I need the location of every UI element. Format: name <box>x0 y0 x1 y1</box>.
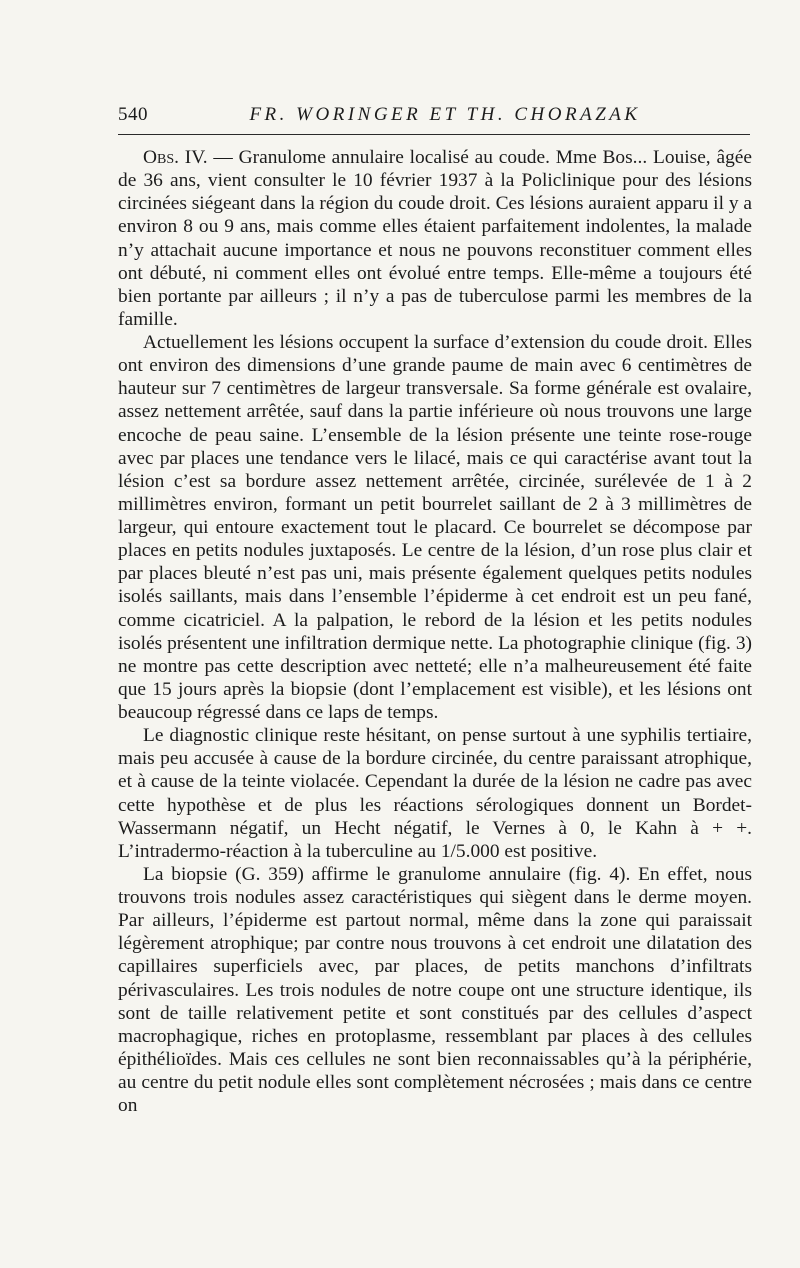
page-number: 540 <box>118 104 148 125</box>
page-header <box>118 104 750 132</box>
observation-label: Obs. IV. <box>143 147 208 168</box>
paragraph-observation-text: — Granulome annulaire localisé au coude. Mme Bos... Louise, âgée de 36 ans, vient consulter le 10 février 1937 à la Policlinique pour des lésions circinées siégeant dans la région du coude droit. Ces lésions auraient apparu il y a environ 8 ou 9 ans, mais comme elles étaient parfaitement indolentes, la malade n’y attachait aucune importance et nous ne pouvons reconstituer comment elles ont débuté, ni comment elles ont évolué entre temps. Elle-même a toujours été bien portante par ailleurs ; il n’y a pas de tuberculose parmi les membres de la famille. <box>118 147 752 330</box>
article-body <box>118 146 752 1117</box>
paragraph-clinical-diagnosis: Le diagnostic clinique reste hésitant, on pense surtout à une syphilis tertiaire, mais peu accusée à cause de la bordure circinée, du centre paraissant atrophique, et à cause de la teinte violacée. Cependant la durée de la lésion ne cadre pas avec cette hypothèse et de plus les réactions sérologiques donnent un Bordet-Wassermann négatif, un Hecht négatif, le Vernes à 0, le Kahn à + +. L’intradermo-réaction à la tuberculine au 1/5.000 est positive. <box>118 725 752 862</box>
paragraph-lesion-description: Actuellement les lésions occupent la surface d’extension du coude droit. Elles ont environ des dimensions d’une grande paume de main avec 6 centimètres de hauteur sur 7 centimètres de largeur transversale. Sa forme générale est ovalaire, assez nettement arrêtée, sauf dans la partie inférieure où nous trouvons une large encoche de peau saine. L’ensemble de la lésion présente une teinte rose-rouge avec par places une tendance vers le lilacé, mais ce qui caractérise avant tout la lésion c’est sa bordure assez nettement arrêtée, circinée, surélevée de 1 à 2 millimètres environ, formant un petit bourrelet saillant de 2 à 3 millimètres de largeur, qui entoure exactement tout le placard. Ce bourrelet se décompose par places en petits nodules juxtaposés. Le centre de la lésion, d’un rose plus clair et par places bleuté n’est pas uni, mais présente également quelques petits nodules isolés saillants, mais dans l’ensemble l’épiderme à cet endroit est un peu fané, comme cicatriciel. A la palpation, le rebord de la lésion et les petits nodules isolés présentent une infiltration dermique nette. La photographie clinique (fig. 3) ne montre pas cette description avec netteté; elle n’a malheureusement été faite que 15 jours après la biopsie (dont l’emplacement est visible), et les lésions ont beaucoup régressé dans ce laps de temps. <box>118 332 752 723</box>
paragraph-biopsy: La biopsie (G. 359) affirme le granulome annulaire (fig. 4). En effet, nous trouvons trois nodules assez caractéristiques qui siègent dans le derme moyen. Par ailleurs, l’épiderme est partout normal, même dans la zone qui paraissait légèrement atrophique; par contre nous trouvons à cet endroit une dilatation des capillaires superficiels avec, par places, de petits manchons d’infiltrats périvasculaires. Les trois nodules de notre coupe ont une structure identique, ils sont de taille relativement petite et sont constitués par des cellules d’aspect macrophagique, riches en protoplasme, ressemblant par places à des cellules épithélioïdes. Mais ces cellules ne sont bien reconnaissables qu’à la périphérie, au centre du petit nodule elles sont complètement nécrosées ; mais dans ce centre on <box>118 863 752 1117</box>
running-head: FR. WORINGER ET TH. CHORAZAK <box>249 104 641 125</box>
header-rule <box>118 134 750 135</box>
paragraph-observation <box>118 146 752 331</box>
